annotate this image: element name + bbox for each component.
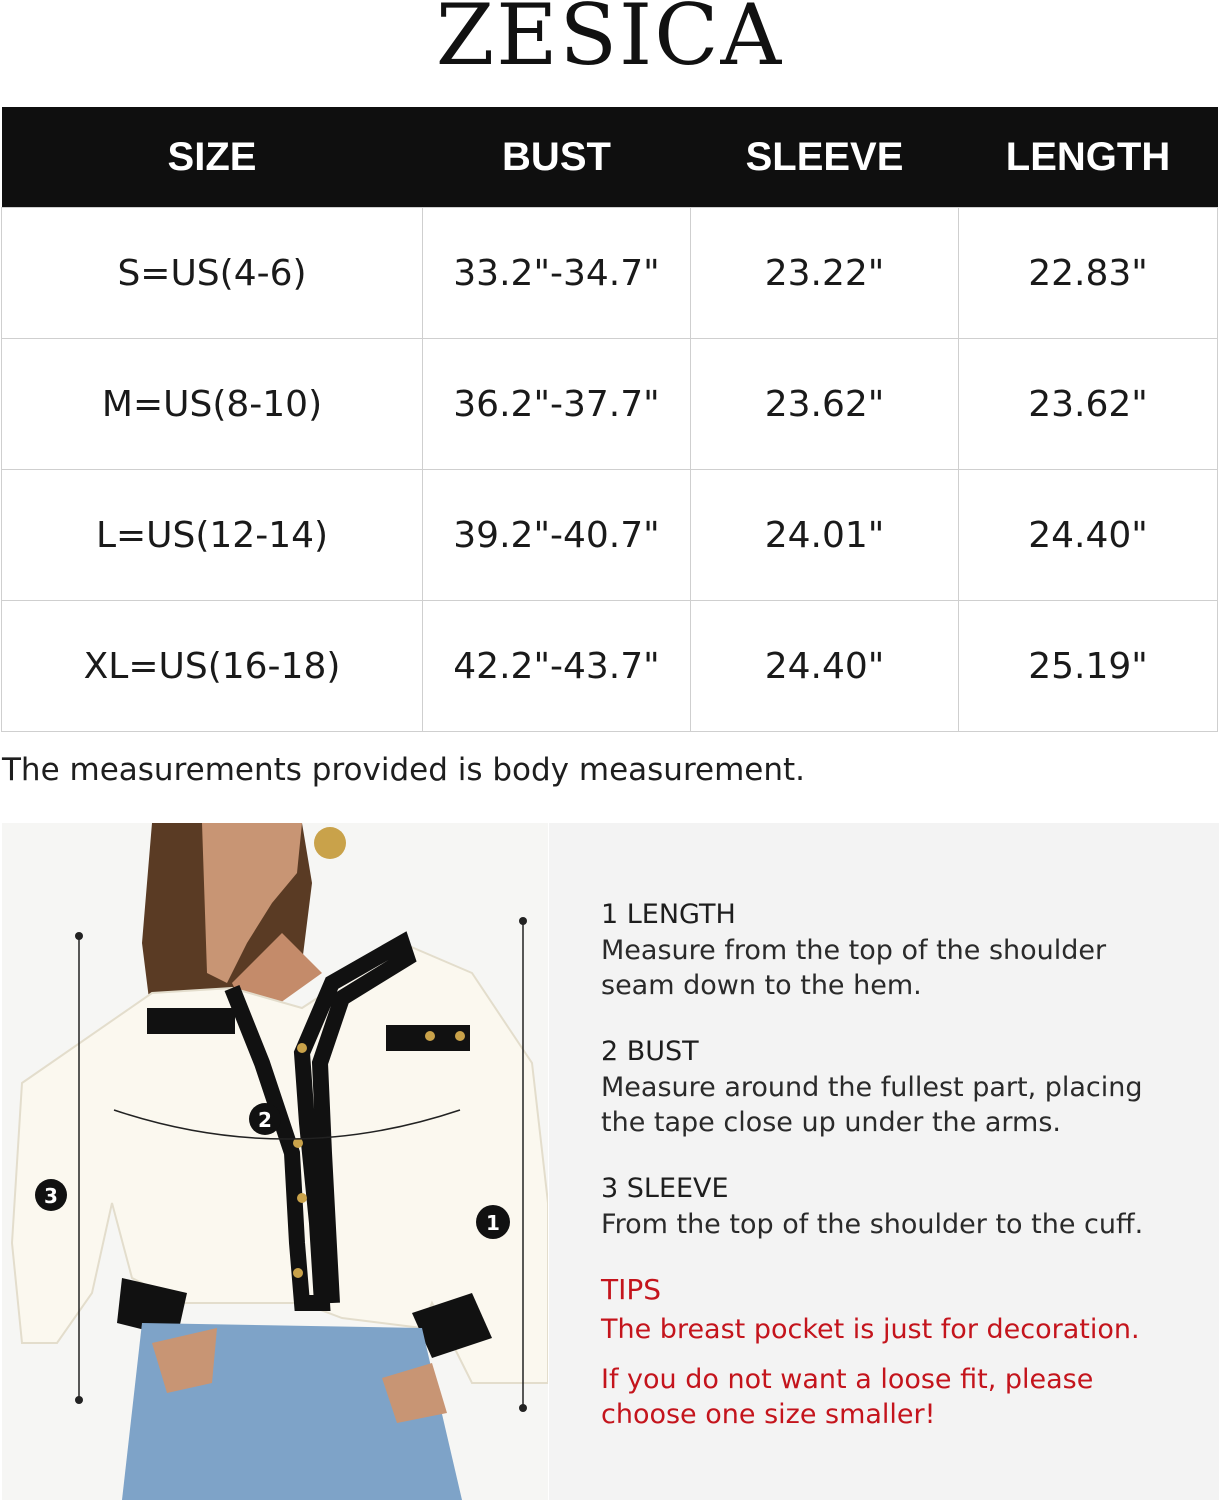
cardigan-illustration [2,823,548,1500]
cell-sleeve: 23.62" [691,339,959,470]
marker-3-label: 3 [44,1184,58,1208]
header-sleeve: SLEEVE [691,107,959,208]
tips-line: If you do not want a loose fit, please [601,1364,1094,1395]
header-bust: BUST [423,107,691,208]
marker-1-label: 1 [486,1211,500,1235]
length-title: 1 LENGTH [601,899,736,930]
table-row [2,208,1218,339]
header-size: SIZE [2,107,423,208]
cell-size: S=US(4-6) [2,208,423,339]
cell-bust: 33.2"-34.7" [423,208,691,339]
cell-length: 25.19" [959,601,1218,732]
sleeve-text-line: From the top of the shoulder to the cuff. [601,1209,1144,1240]
bust-text-line: Measure around the fullest part, placing [601,1072,1143,1103]
cell-length: 22.83" [959,208,1218,339]
cell-size: L=US(12-14) [2,470,423,601]
cell-bust: 36.2"-37.7" [423,339,691,470]
size-chart-table [1,107,1218,732]
model-photo [2,823,548,1500]
cell-sleeve: 23.22" [691,208,959,339]
measurement-note: The measurements provided is body measurement. [2,752,806,788]
measure-dot-icon [519,1404,527,1412]
table-row [2,601,1218,732]
button-icon [297,1193,307,1203]
tips-line: The breast pocket is just for decoration. [601,1314,1140,1345]
button-icon [297,1043,307,1053]
cell-sleeve: 24.40" [691,601,959,732]
header-length: LENGTH [959,107,1218,208]
tips-title: TIPS [601,1273,662,1306]
measure-dot-icon [75,1396,83,1404]
cell-bust: 42.2"-43.7" [423,601,691,732]
sleeve-title: 3 SLEEVE [601,1173,729,1204]
bust-instruction [601,1034,1201,1140]
cell-size: XL=US(16-18) [2,601,423,732]
button-icon [425,1031,435,1041]
cell-length: 23.62" [959,339,1218,470]
length-text-line: Measure from the top of the shoulder [601,935,1107,966]
cell-sleeve: 24.01" [691,470,959,601]
measuring-guide-panel [549,823,1219,1500]
earring-shape [314,827,346,859]
brand-logo: ZESICA [435,0,784,84]
button-icon [455,1031,465,1041]
marker-2-label: 2 [258,1108,272,1132]
length-instruction [601,897,1201,1003]
pocket-flap-left [147,1008,235,1034]
measure-dot-icon [519,917,527,925]
table-header-row [2,107,1218,208]
cell-bust: 39.2"-40.7" [423,470,691,601]
button-icon [293,1268,303,1278]
cell-size: M=US(8-10) [2,339,423,470]
bust-title: 2 BUST [601,1036,699,1067]
measure-dot-icon [75,932,83,940]
tips-line: choose one size smaller! [601,1399,936,1430]
sleeve-instruction [601,1171,1201,1242]
length-text-line: seam down to the hem. [601,970,922,1001]
cell-length: 24.40" [959,470,1218,601]
table-row [2,339,1218,470]
table-row [2,470,1218,601]
tips-block [601,1272,1201,1432]
bust-text-line: the tape close up under the arms. [601,1107,1061,1138]
